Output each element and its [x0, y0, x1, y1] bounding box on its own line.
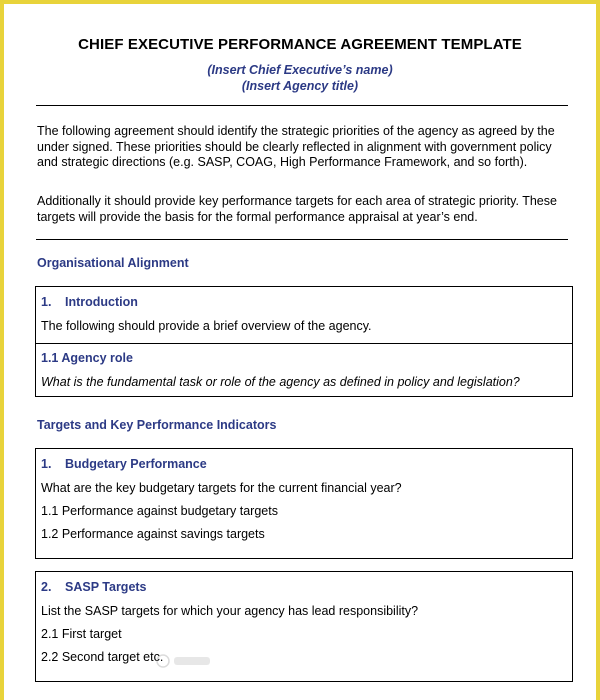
document-page: [4, 4, 596, 700]
introduction-title: [41, 295, 138, 309]
intro-divider: [36, 239, 568, 240]
sasp-targets-box: [35, 571, 573, 682]
budgetary-title: [41, 457, 207, 471]
agency-role-title: 1.1 Agency role: [41, 351, 133, 365]
subtitle-chief-executive-name: (Insert Chief Executive’s name): [207, 63, 393, 77]
sasp-item-2: 2.2 Second target etc.: [41, 650, 164, 664]
subtitle-agency-title: (Insert Agency title): [241, 79, 359, 93]
sasp-number: 2.: [41, 580, 52, 594]
document-title: CHIEF EXECUTIVE PERFORMANCE AGREEMENT TEMPLATE: [78, 36, 522, 53]
introduction-title-text: Introduction: [65, 295, 138, 309]
sasp-question: List the SASP targets for which your agency has lead responsibility?: [41, 604, 419, 618]
budgetary-item-1: 1.1 Performance against budgetary targets: [41, 504, 278, 518]
introduction-text: The following should provide a brief overview of the agency.: [41, 319, 372, 333]
watermark-icon: [154, 652, 214, 670]
section-heading-targets-kpis: Targets and Key Performance Indicators: [37, 418, 277, 432]
budgetary-performance-box: [35, 448, 573, 559]
intro-paragraph-2: Additionally it should provide key performance targets for each area of strategic priority. These targets will provide the basis for the formal performance appraisal at year’s end.: [37, 194, 557, 224]
box-divider: [36, 343, 572, 344]
budgetary-number: 1.: [41, 457, 52, 471]
sasp-item-1: 2.1 First target: [41, 627, 122, 641]
sasp-title: [41, 580, 147, 594]
section-heading-organisational-alignment: Organisational Alignment: [37, 256, 189, 270]
organisational-alignment-box: [35, 286, 573, 397]
budgetary-question: What are the key budgetary targets for the current financial year?: [41, 481, 402, 495]
sasp-title-text: SASP Targets: [65, 580, 147, 594]
introduction-number: 1.: [41, 295, 52, 309]
intro-paragraph-1: The following agreement should identify the strategic priorities of the agency as agreed by the under signed. These priorities should be clearly reflected in alignment with government policy and strategic directions (e.g. SASP, COAG, High Performance Framework, and so forth).: [37, 124, 555, 169]
agency-role-text: What is the fundamental task or role of the agency as defined in policy and legislation?: [41, 375, 520, 389]
budgetary-item-2: 1.2 Performance against savings targets: [41, 527, 265, 541]
budgetary-title-text: Budgetary Performance: [65, 457, 207, 471]
top-divider: [36, 105, 568, 106]
